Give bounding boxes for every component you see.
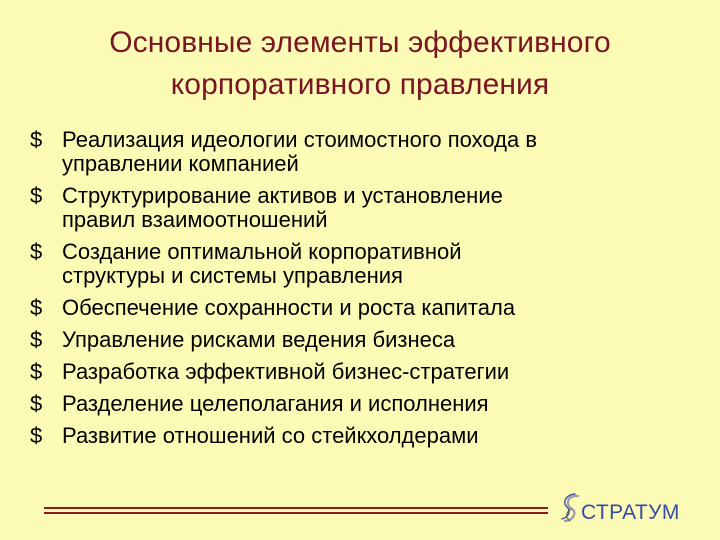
stratum-logo <box>556 492 696 528</box>
bullet-text-line: Реализация идеологии стоимостного похода в <box>62 127 538 152</box>
dollar-bullet-icon: $ <box>30 391 43 416</box>
bullet-item <box>30 296 690 320</box>
bullet-text-line: Разделение целеполагания и исполнения <box>62 391 489 416</box>
bullet-text-line: структуры и системы управления <box>62 263 403 288</box>
bullet-text-line: Развитие отношений со стейкхолдерами <box>62 423 479 448</box>
bullet-item <box>30 184 690 232</box>
dollar-bullet-icon: $ <box>30 239 43 264</box>
bullet-item <box>30 240 690 288</box>
bullet-text-line: Создание оптимальной корпоративной <box>62 239 462 264</box>
dollar-bullet-icon: $ <box>30 183 43 208</box>
dollar-bullet-icon: $ <box>30 423 43 448</box>
bullet-item <box>30 328 690 352</box>
bullet-item <box>30 424 690 448</box>
dollar-bullet-icon: $ <box>30 327 43 352</box>
dollar-bullet-icon: $ <box>30 295 43 320</box>
dollar-bullet-icon: $ <box>30 127 43 152</box>
footer-divider <box>44 507 548 515</box>
slide-title <box>40 22 680 106</box>
dollar-bullet-icon: $ <box>30 359 43 384</box>
stratum-logo-icon <box>556 492 584 528</box>
bullet-text-line: Обеспечение сохранности и роста капитала <box>62 295 516 320</box>
footer-divider-line-top <box>44 507 548 509</box>
bullet-item <box>30 392 690 416</box>
bullet-text-line: Структурирование активов и установление <box>62 183 503 208</box>
bullet-text-line: правил взаимоотношений <box>62 207 328 232</box>
bullet-list <box>30 128 690 456</box>
stratum-logo-text: СТРАТУМ <box>581 501 680 524</box>
bullet-item <box>30 360 690 384</box>
slide-title-line-2: корпоративного правления <box>170 68 550 101</box>
footer-divider-line-bottom <box>44 512 548 514</box>
bullet-text-line: Разработка эффективной бизнес-стратегии <box>62 359 510 384</box>
bullet-text-line: управлении компанией <box>62 151 299 176</box>
bullet-item <box>30 128 690 176</box>
bullet-text-line: Управление рисками ведения бизнеса <box>62 327 456 352</box>
slide-title-line-1: Основные элементы эффективного <box>109 26 611 59</box>
